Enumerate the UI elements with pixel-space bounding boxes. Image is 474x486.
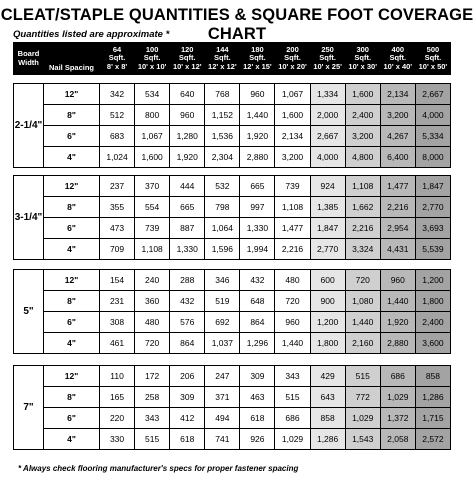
quantity-cell: 1,847: [415, 176, 450, 197]
column-sqft: 200: [286, 44, 299, 54]
quantity-cell: 371: [205, 387, 240, 408]
quantity-cell: 1,477: [380, 176, 415, 197]
quantity-cell: 4,431: [380, 239, 415, 260]
quantity-cell: 512: [100, 105, 135, 126]
coverage-column-header: [205, 43, 240, 75]
quantity-cell: 683: [100, 126, 135, 147]
quantity-cell: 2,400: [415, 312, 450, 333]
quantity-cell: 960: [380, 270, 415, 291]
quantity-cell: 960: [275, 312, 310, 333]
quantity-cell: 576: [170, 312, 205, 333]
nail-spacing-cell: 4": [44, 429, 100, 450]
quantity-cell: 330: [100, 429, 135, 450]
quantity-cell: 1,080: [345, 291, 380, 312]
board-width-cell: 7": [14, 366, 44, 450]
quantity-cell: 3,324: [345, 239, 380, 260]
quantity-cell: 720: [275, 291, 310, 312]
quantity-cell: 1,596: [205, 239, 240, 260]
table-row: [14, 270, 451, 291]
column-unit: Sqft.: [389, 53, 407, 63]
quantity-cell: 2,880: [380, 333, 415, 354]
quantity-cell: 2,160: [345, 333, 380, 354]
board-width-block: [13, 269, 451, 354]
quantity-cell: 1,600: [345, 84, 380, 105]
quantity-cell: 1,029: [345, 408, 380, 429]
quantity-cell: 2,058: [380, 429, 415, 450]
column-sqft: 500: [426, 44, 440, 54]
quantity-cell: 1,477: [275, 218, 310, 239]
quantity-cell: 480: [135, 312, 170, 333]
quantity-cell: 5,334: [415, 126, 450, 147]
quantity-cell: 960: [170, 105, 205, 126]
quantity-cell: 997: [240, 197, 275, 218]
quantity-cell: 640: [170, 84, 205, 105]
table-row: [14, 366, 451, 387]
nail-spacing-cell: 6": [44, 218, 100, 239]
quantity-cell: 741: [205, 429, 240, 450]
quantity-cell: 288: [170, 270, 205, 291]
quantity-cell: 2,216: [275, 239, 310, 260]
quantity-cell: 532: [205, 176, 240, 197]
quantity-cell: 720: [135, 333, 170, 354]
column-sqft: 120: [180, 44, 194, 54]
quantity-cell: 2,000: [310, 105, 345, 126]
quantity-cell: 206: [170, 366, 205, 387]
quantity-cell: 1,800: [415, 291, 450, 312]
quantity-cell: 8,000: [415, 147, 450, 168]
nail-spacing-cell: 8": [44, 197, 100, 218]
quantity-cell: 772: [345, 387, 380, 408]
quantity-cell: 1,200: [310, 312, 345, 333]
quantity-cell: 1,152: [205, 105, 240, 126]
quantity-cell: 432: [170, 291, 205, 312]
quantity-cell: 355: [100, 197, 135, 218]
quantity-cell: 461: [100, 333, 135, 354]
quantity-cell: 1,067: [275, 84, 310, 105]
quantity-cell: 686: [275, 408, 310, 429]
table-row: [14, 312, 451, 333]
quantity-cell: 554: [135, 197, 170, 218]
quantity-cell: 247: [205, 366, 240, 387]
quantity-cell: 2,880: [240, 147, 275, 168]
quantity-cell: 473: [100, 218, 135, 239]
quantity-cell: 309: [240, 366, 275, 387]
quantity-cell: 1,286: [415, 387, 450, 408]
quantity-cell: 309: [170, 387, 205, 408]
column-dims: 10' x 40': [383, 61, 413, 71]
column-sqft: 180: [251, 44, 264, 54]
quantity-cell: 648: [240, 291, 275, 312]
quantity-cell: 739: [275, 176, 310, 197]
quantity-cell: 2,770: [310, 239, 345, 260]
column-dims: 10' x 50': [418, 61, 448, 71]
column-dims: 8' x 8': [106, 61, 128, 71]
quantity-cell: 4,800: [345, 147, 380, 168]
quantity-cell: 1,920: [380, 312, 415, 333]
quantity-cell: 172: [135, 366, 170, 387]
quantity-cell: 515: [275, 387, 310, 408]
coverage-column-header: [380, 43, 415, 75]
nail-spacing-cell: 12": [44, 84, 100, 105]
table-row: [14, 408, 451, 429]
column-dims: 10' x 30': [348, 61, 377, 71]
quantity-cell: 534: [135, 84, 170, 105]
quantity-cell: 3,200: [345, 126, 380, 147]
board-width-block: [13, 83, 451, 168]
quantity-cell: 2,667: [310, 126, 345, 147]
quantity-cell: 2,770: [415, 197, 450, 218]
page-title: CLEAT/STAPLE QUANTITIES & SQUARE FOOT COVERAGE CHART: [0, 6, 474, 43]
quantity-cell: 1,108: [275, 197, 310, 218]
column-sqft: 64: [112, 44, 122, 54]
quantity-cell: 618: [170, 429, 205, 450]
quantity-cell: 692: [205, 312, 240, 333]
board-width-cell: 3-1/4": [14, 176, 44, 260]
quantity-cell: 342: [100, 84, 135, 105]
coverage-column-header: [240, 43, 275, 75]
quantity-cell: 1,280: [170, 126, 205, 147]
table-row: [14, 176, 451, 197]
quantity-cell: 3,200: [275, 147, 310, 168]
board-width-block: [13, 175, 451, 260]
quantity-cell: 1,847: [310, 218, 345, 239]
quantity-cell: 1,385: [310, 197, 345, 218]
quantity-cell: 858: [415, 366, 450, 387]
quantity-cell: 1,600: [135, 147, 170, 168]
quantity-cell: 463: [240, 387, 275, 408]
table-row: [14, 147, 451, 168]
column-sqft: 300: [356, 44, 369, 54]
column-dims: 10' x 25': [313, 61, 342, 71]
quantity-cell: 2,304: [205, 147, 240, 168]
quantity-cell: 2,134: [380, 84, 415, 105]
column-sqft: 400: [391, 44, 405, 54]
quantity-cell: 2,667: [415, 84, 450, 105]
quantity-cell: 665: [170, 197, 205, 218]
quantity-cell: 165: [100, 387, 135, 408]
quantity-cell: 864: [240, 312, 275, 333]
column-sqft: 250: [321, 44, 334, 54]
quantity-cell: 618: [240, 408, 275, 429]
board-width-cell: 2-1/4": [14, 84, 44, 168]
nail-spacing-cell: 6": [44, 126, 100, 147]
quantity-cell: 5,539: [415, 239, 450, 260]
quantity-cell: 494: [205, 408, 240, 429]
quantity-cell: 237: [100, 176, 135, 197]
quantity-cell: 1,440: [345, 312, 380, 333]
board-width-block: [13, 365, 451, 450]
column-unit: Sqft.: [108, 53, 126, 63]
quantity-cell: 739: [135, 218, 170, 239]
quantity-cell: 1,296: [240, 333, 275, 354]
quantity-cell: 1,200: [415, 270, 450, 291]
quantity-cell: 1,334: [310, 84, 345, 105]
table-row: [14, 387, 451, 408]
quantity-cell: 2,954: [380, 218, 415, 239]
quantity-cell: 1,600: [275, 105, 310, 126]
nail-spacing-cell: 8": [44, 387, 100, 408]
quantity-cell: 3,693: [415, 218, 450, 239]
quantity-cell: 2,400: [345, 105, 380, 126]
coverage-column-header: [345, 43, 380, 75]
quantity-cell: 1,108: [345, 176, 380, 197]
nail-spacing-cell: 12": [44, 366, 100, 387]
quantity-cell: 2,572: [415, 429, 450, 450]
quantity-cell: 1,286: [310, 429, 345, 450]
table-row: [14, 105, 451, 126]
quantity-cell: 600: [310, 270, 345, 291]
quantity-cell: 800: [135, 105, 170, 126]
quantity-cell: 1,440: [240, 105, 275, 126]
nail-spacing-cell: 12": [44, 176, 100, 197]
nail-spacing-cell: 12": [44, 270, 100, 291]
quantity-cell: 960: [240, 84, 275, 105]
quantity-cell: 643: [310, 387, 345, 408]
quantity-cell: 343: [275, 366, 310, 387]
quantity-cell: 1,029: [275, 429, 310, 450]
column-unit: Sqft.: [213, 53, 231, 63]
quantity-cell: 1,067: [135, 126, 170, 147]
nail-spacing-cell: 8": [44, 105, 100, 126]
quantity-cell: 720: [345, 270, 380, 291]
quantity-cell: 429: [310, 366, 345, 387]
quantity-cell: 4,000: [310, 147, 345, 168]
quantity-cell: 2,134: [275, 126, 310, 147]
quantity-cell: 6,400: [380, 147, 415, 168]
quantity-cell: 926: [240, 429, 275, 450]
quantity-cell: 1,037: [205, 333, 240, 354]
quantity-cell: 924: [310, 176, 345, 197]
quantity-cell: 798: [205, 197, 240, 218]
quantity-cell: 1,920: [240, 126, 275, 147]
quantity-cell: 1,330: [240, 218, 275, 239]
quantity-cell: 864: [170, 333, 205, 354]
quantity-cell: 1,064: [205, 218, 240, 239]
quantity-cell: 1,440: [275, 333, 310, 354]
nail-spacing-cell: 4": [44, 239, 100, 260]
quantity-cell: 709: [100, 239, 135, 260]
quantity-cell: 346: [205, 270, 240, 291]
quantity-cell: 1,536: [205, 126, 240, 147]
approximate-note: Quantities listed are approximate *: [13, 29, 170, 40]
quantity-cell: 110: [100, 366, 135, 387]
quantity-cell: 665: [240, 176, 275, 197]
quantity-cell: 1,330: [170, 239, 205, 260]
nail-spacing-cell: 6": [44, 312, 100, 333]
table-row: [14, 239, 451, 260]
nail-spacing-cell: 4": [44, 147, 100, 168]
quantity-cell: 1,800: [310, 333, 345, 354]
column-unit: Sqft.: [143, 53, 161, 63]
column-unit: Sqft.: [178, 53, 196, 63]
footnote: * Always check flooring manufacturer's specs for proper fastener spacing: [18, 464, 299, 473]
quantity-cell: 3,200: [380, 105, 415, 126]
table-row: [14, 291, 451, 312]
coverage-column-header: [275, 43, 310, 75]
quantity-cell: 1,715: [415, 408, 450, 429]
column-dims: 10' x 20': [278, 61, 307, 71]
coverage-column-header: [310, 43, 345, 75]
column-unit: Sqft.: [249, 53, 266, 63]
nail-spacing-cell: 4": [44, 333, 100, 354]
quantity-cell: 900: [310, 291, 345, 312]
column-dims: 10' x 10': [137, 61, 167, 71]
quantity-cell: 412: [170, 408, 205, 429]
nail-spacing-cell: 8": [44, 291, 100, 312]
table-row: [14, 429, 451, 450]
quantity-cell: 1,029: [380, 387, 415, 408]
board-width-cell: 5": [14, 270, 44, 354]
coverage-column-header: [415, 43, 450, 75]
column-sqft: 144: [216, 44, 229, 54]
quantity-cell: 1,372: [380, 408, 415, 429]
quantity-cell: 3,600: [415, 333, 450, 354]
quantity-cell: 1,440: [380, 291, 415, 312]
coverage-column-header: [100, 43, 135, 75]
quantity-cell: 444: [170, 176, 205, 197]
coverage-column-header: [135, 43, 170, 75]
quantity-cell: 308: [100, 312, 135, 333]
nail-spacing-header: Nail Spacing: [44, 43, 100, 75]
quantity-cell: 858: [310, 408, 345, 429]
quantity-cell: 154: [100, 270, 135, 291]
quantity-cell: 480: [275, 270, 310, 291]
column-dims: 12' x 12': [208, 61, 237, 71]
quantity-cell: 2,216: [380, 197, 415, 218]
quantity-cell: 768: [205, 84, 240, 105]
table-row: [14, 333, 451, 354]
column-dims: 12' x 15': [243, 61, 272, 71]
header-row: [14, 43, 451, 75]
board-width-label: Board Width: [17, 49, 40, 67]
coverage-column-header: [170, 43, 205, 75]
table-row: [14, 126, 451, 147]
quantity-cell: 343: [135, 408, 170, 429]
table-row: [14, 197, 451, 218]
quantity-cell: 1,108: [135, 239, 170, 260]
board-width-header: [14, 43, 44, 75]
quantity-cell: 1,543: [345, 429, 380, 450]
table-row: [14, 218, 451, 239]
column-unit: Sqft.: [284, 53, 301, 63]
quantity-cell: 2,216: [345, 218, 380, 239]
quantity-cell: 519: [205, 291, 240, 312]
column-dims: 10' x 12': [172, 61, 202, 71]
column-sqft: 100: [145, 44, 159, 54]
quantity-cell: 360: [135, 291, 170, 312]
quantity-cell: 1,662: [345, 197, 380, 218]
quantity-cell: 432: [240, 270, 275, 291]
table-row: [14, 84, 451, 105]
quantity-cell: 231: [100, 291, 135, 312]
quantity-cell: 515: [345, 366, 380, 387]
quantity-cell: 686: [380, 366, 415, 387]
column-unit: Sqft.: [354, 53, 372, 63]
nail-spacing-cell: 6": [44, 408, 100, 429]
quantity-cell: 4,267: [380, 126, 415, 147]
quantity-cell: 370: [135, 176, 170, 197]
quantity-cell: 887: [170, 218, 205, 239]
quantity-cell: 240: [135, 270, 170, 291]
quantity-cell: 4,000: [415, 105, 450, 126]
quantity-cell: 1,920: [170, 147, 205, 168]
quantity-cell: 258: [135, 387, 170, 408]
header-table: [13, 42, 451, 75]
column-unit: Sqft.: [424, 53, 442, 63]
column-unit: Sqft.: [319, 53, 336, 63]
quantity-cell: 220: [100, 408, 135, 429]
quantity-cell: 1,994: [240, 239, 275, 260]
quantity-cell: 515: [135, 429, 170, 450]
quantity-cell: 1,024: [100, 147, 135, 168]
